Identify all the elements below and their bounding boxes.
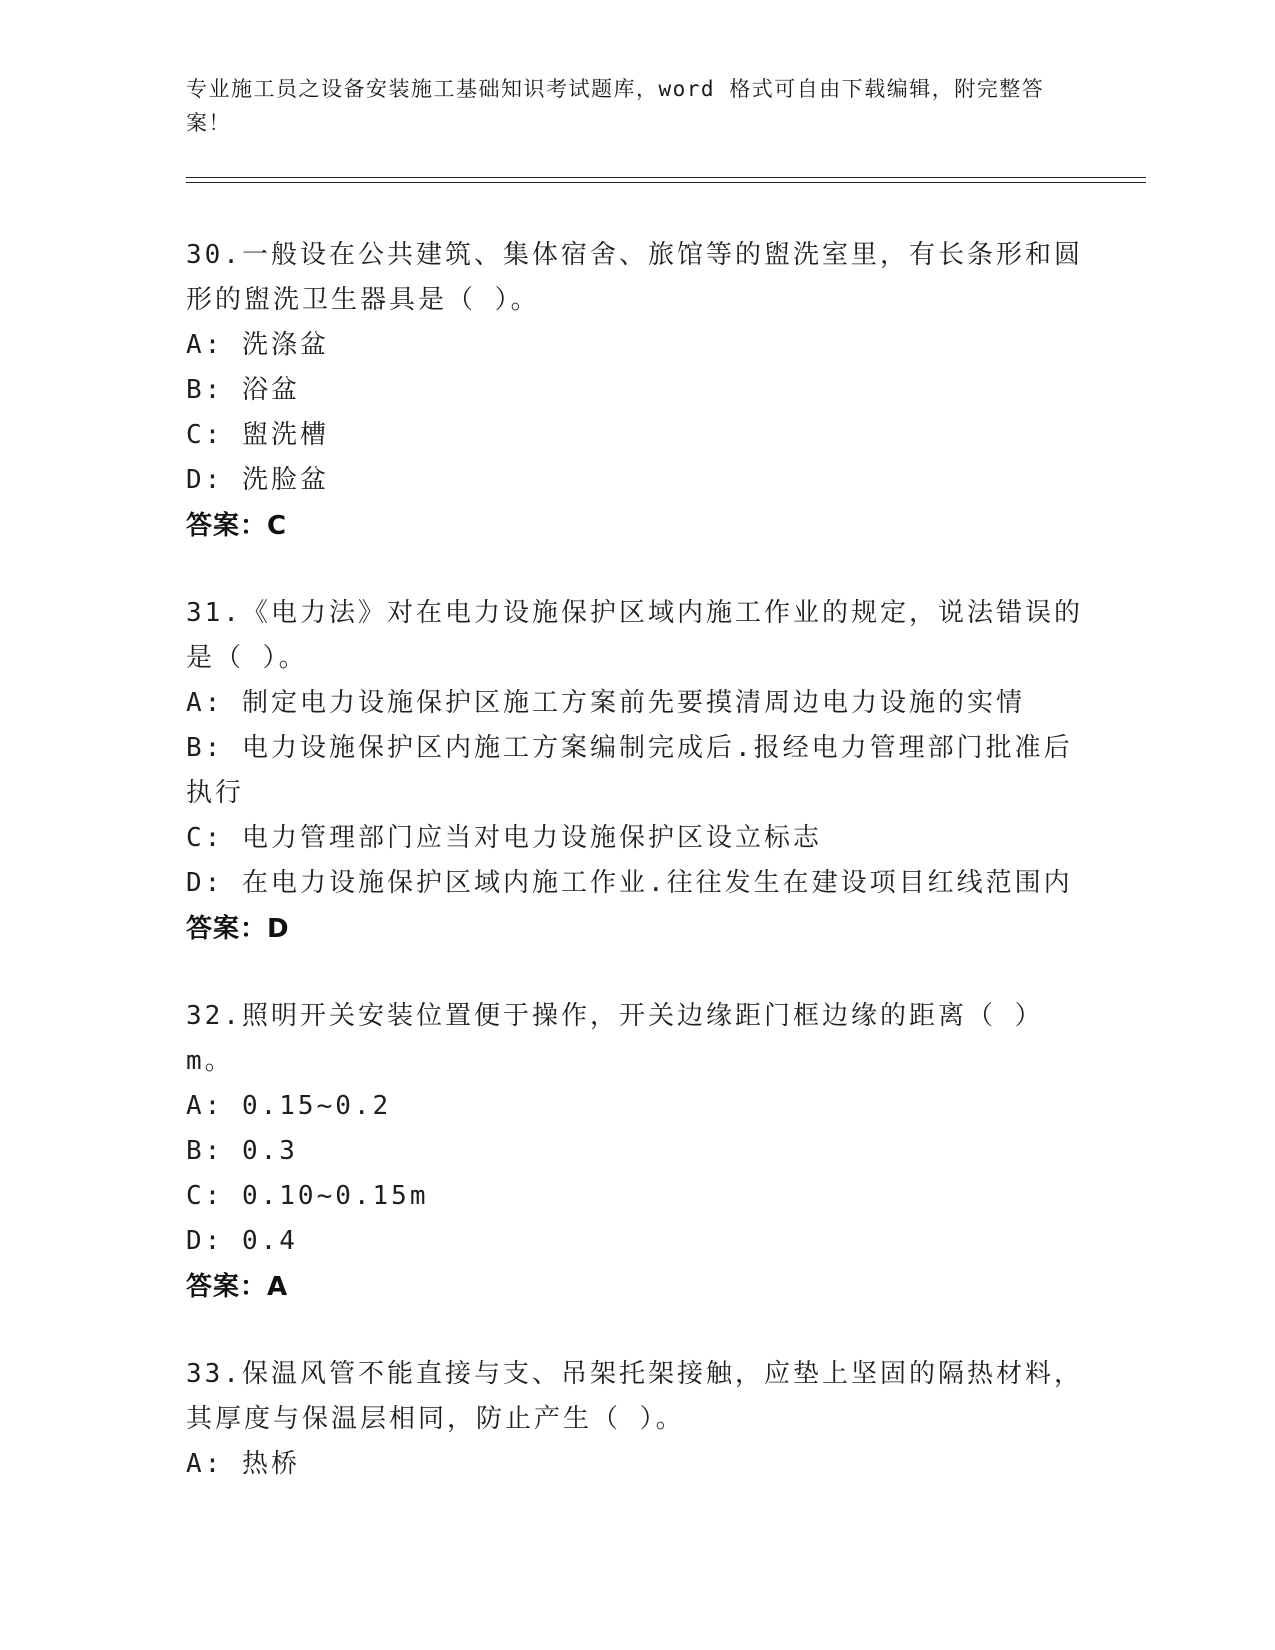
answer: 答案：C	[186, 511, 288, 541]
question-spacer	[186, 549, 1086, 591]
option-b: B: 浴盆	[186, 375, 300, 405]
option-a: A: 制定电力设施保护区施工方案前先要摸清周边电力设施的实情	[186, 688, 1025, 718]
header-divider-top	[186, 177, 1146, 178]
question-stem: 32.照明开关安装位置便于操作，开关边缘距门框边缘的距离（ ）m。	[186, 1001, 1044, 1076]
answer: 答案：A	[186, 1272, 289, 1302]
option-a: A: 洗涤盆	[186, 330, 329, 360]
option-b: B: 电力设施保护区内施工方案编制完成后.报经电力管理部门批准后执行	[186, 733, 1073, 808]
option-c: C: 盥洗槽	[186, 420, 329, 450]
option-d: D: 在电力设施保护区域内施工作业.往往发生在建设项目红线范围内	[186, 868, 1073, 898]
question-30	[186, 233, 1086, 549]
option-b: B: 0.3	[186, 1136, 298, 1166]
option-c: C: 0.10~0.15m	[186, 1181, 429, 1211]
question-33	[186, 1352, 1086, 1487]
question-spacer	[186, 952, 1086, 994]
question-stem: 33.保温风管不能直接与支、吊架托架接触，应垫上坚固的隔热材料，其厚度与保温层相同，防止产生（ ）。	[186, 1359, 1083, 1434]
document-header: 专业施工员之设备安装施工基础知识考试题库，word 格式可自由下载编辑，附完整答案！	[186, 77, 1045, 135]
question-stem: 30.一般设在公共建筑、集体宿舍、旅馆等的盥洗室里，有长条形和圆形的盥洗卫生器具是（ ）。	[186, 240, 1083, 315]
option-d: D: 0.4	[186, 1226, 298, 1256]
question-list	[186, 233, 1086, 1487]
answer: 答案：D	[186, 914, 290, 944]
question-stem: 31.《电力法》对在电力设施保护区域内施工作业的规定，说法错误的是（ ）。	[186, 598, 1083, 673]
question-spacer	[186, 1310, 1086, 1352]
option-d: D: 洗脸盆	[186, 465, 329, 495]
option-c: C: 电力管理部门应当对电力设施保护区设立标志	[186, 823, 822, 853]
question-32	[186, 994, 1086, 1310]
option-a: A: 热桥	[186, 1449, 300, 1479]
question-31	[186, 591, 1086, 952]
header-divider-bottom	[186, 182, 1146, 183]
option-a: A: 0.15~0.2	[186, 1091, 392, 1121]
